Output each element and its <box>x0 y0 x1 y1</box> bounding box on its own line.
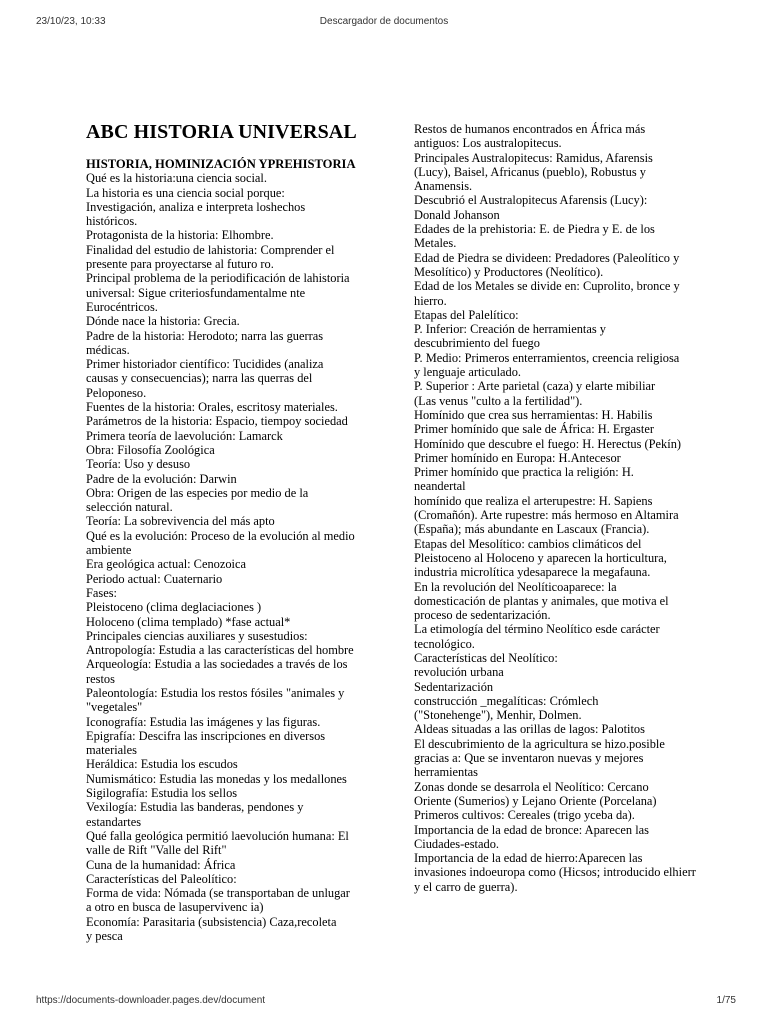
text-line: Teoría: La sobrevivencia del más apto <box>86 514 275 529</box>
text-line: Obra: Filosofía Zoológica <box>86 442 215 457</box>
text-line: ("Stonehenge"), Menhir, Dolmen. <box>414 708 582 723</box>
text-line: La etimología del término Neolítico esde carácter <box>414 622 660 637</box>
text-line: Vexilogía: Estudia las banderas, pendones y <box>86 800 304 815</box>
text-line: P. Medio: Primeros enterramientos, creencia religiosa <box>414 350 680 365</box>
text-line: Primer homínido en Europa: H.Antecesor <box>414 450 621 465</box>
text-line: Homínido que descubre el fuego: H. Herectus (Pekín) <box>414 436 682 451</box>
document-title: ABC HISTORIA UNIVERSAL <box>86 121 357 143</box>
text-line: Etapas del Mesolítico: cambios climáticos del <box>414 536 642 551</box>
text-line: Antropología: Estudia a las características del hombre <box>86 643 354 658</box>
text-line: Importancia de la edad de bronce: Aparecen las <box>414 822 649 837</box>
text-line: Pleistoceno (clima deglaciaciones ) <box>86 600 262 615</box>
text-line: Obra: Origen de las especies por medio de la <box>86 485 309 500</box>
text-line: Oriente (Sumerios) y Lejano Oriente (Porcelana) <box>414 793 657 808</box>
text-line: (España); más abundante en Lascaux (Francia). <box>414 522 650 537</box>
print-header <box>0 16 768 30</box>
text-line: tecnológico. <box>414 636 475 651</box>
text-line: y el carro de guerra). <box>414 879 518 894</box>
text-line: Edades de la prehistoria: E. de Piedra y E. de los <box>414 222 655 237</box>
text-line: estandartes <box>86 814 142 829</box>
text-line: Primeros cultivos: Cereales (trigo yceba da). <box>414 808 635 823</box>
text-line: revolución urbana <box>414 665 504 680</box>
text-line: Padre de la evolución: Darwin <box>86 471 237 486</box>
section-heading: HISTORIA, HOMINIZACIÓN YPREHISTORIA <box>86 157 356 171</box>
text-line: Principal problema de la periodificación de lahistoria <box>86 271 350 286</box>
text-line: Características del Neolítico: <box>414 650 558 665</box>
text-line: Eurocéntricos. <box>86 299 158 314</box>
text-line: restos <box>86 671 115 686</box>
text-line: Periodo actual: Cuaternario <box>86 571 223 586</box>
text-line: médicas. <box>86 342 130 357</box>
print-url: https://documents-downloader.pages.dev/document <box>36 995 266 1006</box>
text-line: Fases: <box>86 585 117 600</box>
text-line: Zonas donde se desarrola el Neolítico: Cercano <box>414 779 649 794</box>
text-line: (Cromañón). Arte rupestre: más hermoso en Altamira <box>414 508 679 523</box>
text-line: P. Superior : Arte parietal (caza) y elarte mibiliar <box>414 379 656 394</box>
text-line: domesticación de plantas y animales, que motiva el <box>414 593 669 608</box>
text-line: Edad de Piedra se divideen: Predadores (Paleolítico y <box>414 250 680 265</box>
text-line: selección natural. <box>86 500 173 515</box>
text-line: Arqueología: Estudia a las sociedades a través de los <box>86 657 348 672</box>
text-line: causas y consecuencias); narra las querras del <box>86 371 313 386</box>
text-line: Peloponeso. <box>86 385 147 400</box>
text-line: Anamensis. <box>414 179 473 194</box>
text-line: Pleistoceno al Holoceno y aparecen la horticultura, <box>414 550 667 565</box>
text-line: Epigrafía: Descifra las inscripciones en diversos <box>86 728 326 743</box>
text-line: Holoceno (clima templado) *fase actual* <box>86 614 291 629</box>
text-line: y pesca <box>86 929 123 944</box>
text-line: Edad de los Metales se divide en: Cuprolito, bronce y <box>414 279 680 294</box>
text-line: Principales ciencias auxiliares y susestudios: <box>86 628 308 643</box>
print-datetime: 23/10/23, 10:33 <box>36 16 106 27</box>
text-line: valle de Rift "Valle del Rift" <box>86 843 227 858</box>
print-footer <box>0 995 768 1009</box>
text-line: Homínido que crea sus herramientas: H. Habilis <box>414 407 653 422</box>
text-line: industria microlítica ydesaparece la megafauna. <box>414 565 651 580</box>
text-line: Parámetros de la historia: Espacio, tiempoy sociedad <box>86 414 348 429</box>
text-line: antiguos: Los australopitecus. <box>414 136 562 151</box>
text-line: Metales. <box>414 236 457 251</box>
text-line: Economía: Parasitaria (subsistencia) Caza,recoleta <box>86 914 337 929</box>
text-line: Restos de humanos encontrados en África más <box>414 122 646 136</box>
text-line: neandertal <box>414 479 466 494</box>
text-line: Heráldica: Estudia los escudos <box>86 757 238 772</box>
text-line: Etapas del Palelítico: <box>414 307 519 322</box>
text-line: Características del Paleolítico: <box>86 871 237 886</box>
text-line: Forma de vida: Nómada (se transportaban de unlugar <box>86 886 350 901</box>
text-line: Padre de la historia: Herodoto; narra las guerras <box>86 328 324 343</box>
text-line: P. Inferior: Creación de herramientas y <box>414 322 606 337</box>
text-line: construcción _megalíticas: Crómlech <box>414 693 599 708</box>
text-line: La historia es una ciencia social porque: <box>86 185 285 200</box>
text-line: Fuentes de la historia: Orales, escritosy materiales. <box>86 400 338 415</box>
text-line: Mesolítico) y Productores (Neolítico). <box>414 264 604 279</box>
text-line: Descubrió el Australopitecus Afarensis (Lucy): <box>414 193 648 208</box>
text-line: Teoría: Uso y desuso <box>86 457 191 472</box>
text-line: presente para proyectarse al futuro ro. <box>86 257 274 272</box>
text-line: Qué falla geológica permitió laevolución humana: El <box>86 828 349 843</box>
text-line: Primer homínido que practica la religión: H. <box>414 465 634 480</box>
text-line: (Lucy), Baisel, Africanus (pueblo), Robustus y <box>414 164 646 179</box>
text-line: y lenguaje articulado. <box>414 365 521 380</box>
text-line: Primer homínido que sale de África: H. Ergaster <box>414 422 654 437</box>
text-line: materiales <box>86 743 137 758</box>
text-line: Primera teoría de laevolución: Lamarck <box>86 428 283 443</box>
text-line: Cuna de la humanidad: África <box>86 857 236 872</box>
text-line: Paleontología: Estudia los restos fósiles "animales y <box>86 685 345 700</box>
text-line: proceso de sedentarización. <box>414 608 551 623</box>
text-line: Finalidad del estudio de lahistoria: Comprender el <box>86 242 335 257</box>
text-line: Investigación, analiza e interpreta loshechos <box>86 199 306 214</box>
text-line: (Las venus "culto a la fertilidad"). <box>414 393 583 408</box>
text-line: Numismático: Estudia las monedas y los medallones <box>86 771 347 786</box>
text-line: ambiente <box>86 543 132 558</box>
text-line: herramientas <box>414 765 478 780</box>
text-line: En la revolución del Neolíticoaparece: la <box>414 579 617 594</box>
text-line: El descubrimiento de la agricultura se hizo.posible <box>414 736 665 751</box>
text-line: históricos. <box>86 214 138 229</box>
text-line: Qué es la historia:una ciencia social. <box>86 171 267 186</box>
text-line: Dónde nace la historia: Grecia. <box>86 314 240 329</box>
text-line: Qué es la evolución: Proceso de la evolución al medio <box>86 528 355 543</box>
text-line: Sedentarización <box>414 679 494 694</box>
text-line: Donald Johanson <box>414 207 500 222</box>
text-line: Primer historiador científico: Tucidides (analiza <box>86 357 324 372</box>
text-line: Ciudades-estado. <box>414 836 499 851</box>
text-line: Aldeas situadas a las orillas de lagos: Palotitos <box>414 722 645 737</box>
text-line: a otro en busca de lasupervivenc ia) <box>86 900 264 915</box>
right-column <box>414 122 720 894</box>
text-line: Importancia de la edad de hierro:Aparecen las <box>414 851 643 866</box>
print-page-title: Descargador de documentos <box>319 16 449 27</box>
text-line: invasiones indoeuropa como (Hicsos; introducido elhierr <box>414 865 696 880</box>
left-column <box>86 157 391 943</box>
text-line: hierro. <box>414 293 447 308</box>
text-line: "vegetales" <box>86 700 143 715</box>
text-line: Principales Australopitecus: Ramidus, Afarensis <box>414 150 653 165</box>
text-line: Era geológica actual: Cenozoica <box>86 557 246 572</box>
text-line: gracias a: Que se inventaron nuevas y mejores <box>414 751 644 766</box>
text-line: Protagonista de la historia: Elhombre. <box>86 228 274 243</box>
text-line: universal: Sigue criteriosfundamentalme nte <box>86 285 306 300</box>
text-line: descubrimiento del fuego <box>414 336 540 351</box>
page-number: 1/75 <box>716 995 736 1006</box>
text-line: Iconografía: Estudia las imágenes y las figuras. <box>86 714 321 729</box>
text-line: homínido que realiza el arterupestre: H. Sapiens <box>414 493 653 508</box>
text-line: Sigilografía: Estudia los sellos <box>86 786 238 801</box>
